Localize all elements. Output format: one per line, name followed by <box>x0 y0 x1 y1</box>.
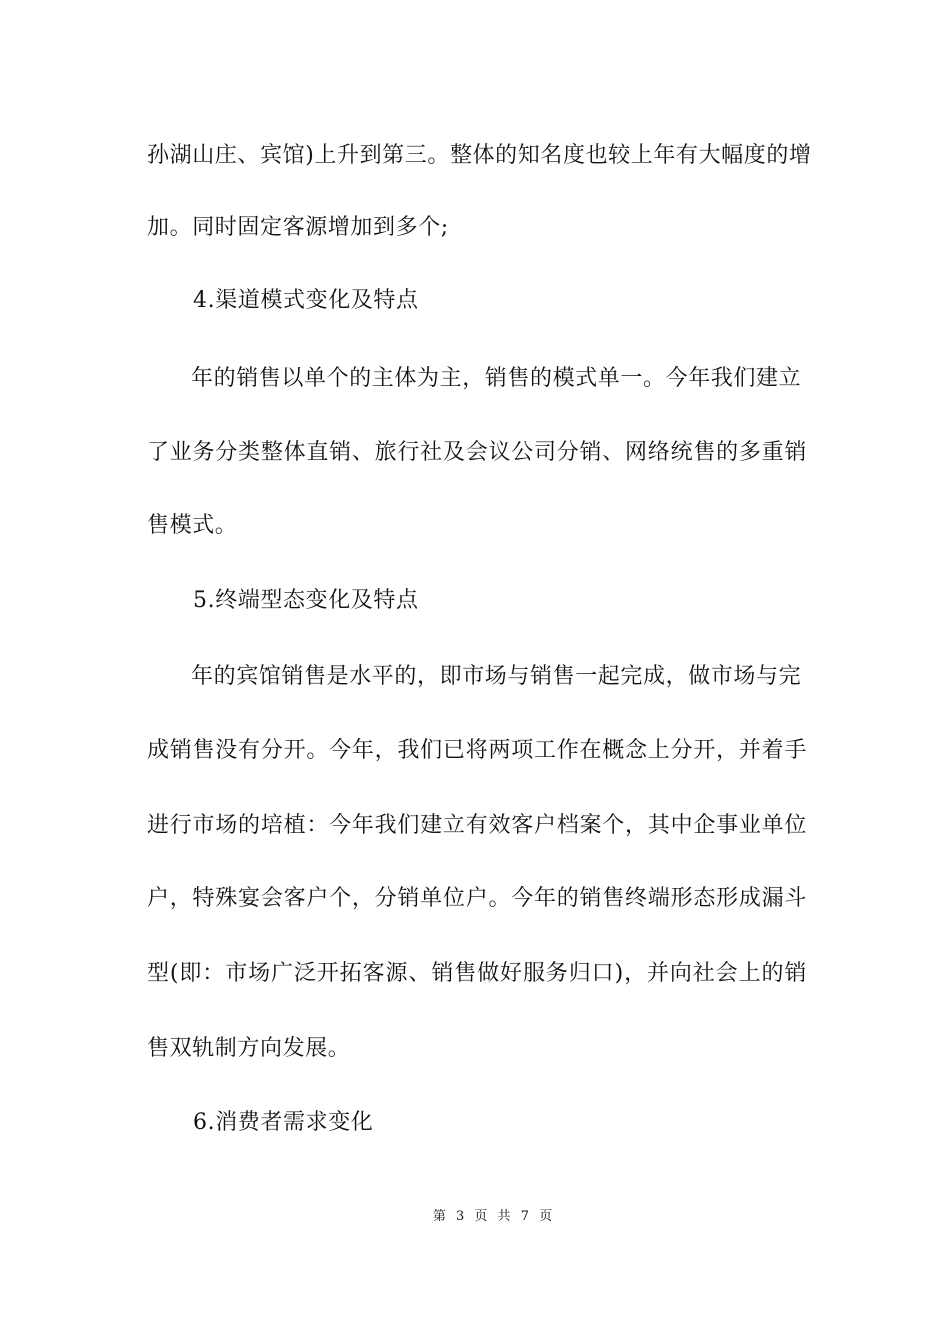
page-number: 第 3 页 共 7 页 <box>432 1209 556 1224</box>
section-heading: 4.渠道模式变化及特点 <box>193 288 419 313</box>
text-line: 售双轨制方向发展。 <box>147 1036 351 1061</box>
text-line: 户，特殊宴会客户个，分销单位户。今年的销售终端形态形成漏斗 <box>147 886 807 911</box>
text-line: 了业务分类整体直销、旅行社及会议公司分销、网络统售的多重销 <box>147 440 807 465</box>
text-line: 孙湖山庄、宾馆)上升到第三。整体的知名度也较上年有大幅度的增 <box>147 143 812 168</box>
text-line: 进行市场的培植：今年我们建立有效客户档案个，其中企事业单位 <box>147 813 807 838</box>
paragraph-first-line: 年的宾馆销售是水平的，即市场与销售一起完成，做市场与完 <box>191 664 802 689</box>
text-line: 成销售没有分开。今年，我们已将两项工作在概念上分开，并着手 <box>147 738 807 763</box>
section-heading: 5.终端型态变化及特点 <box>193 588 419 613</box>
text-line: 加。同时固定客源增加到多个; <box>147 215 449 240</box>
text-line: 型(即：市场广泛开拓客源、销售做好服务归口)，并向社会上的销 <box>147 961 807 986</box>
paragraph-first-line: 年的销售以单个的主体为主，销售的模式单一。今年我们建立 <box>191 366 802 391</box>
text-line: 售模式。 <box>147 513 238 538</box>
section-heading: 6.消费者需求变化 <box>193 1110 374 1135</box>
